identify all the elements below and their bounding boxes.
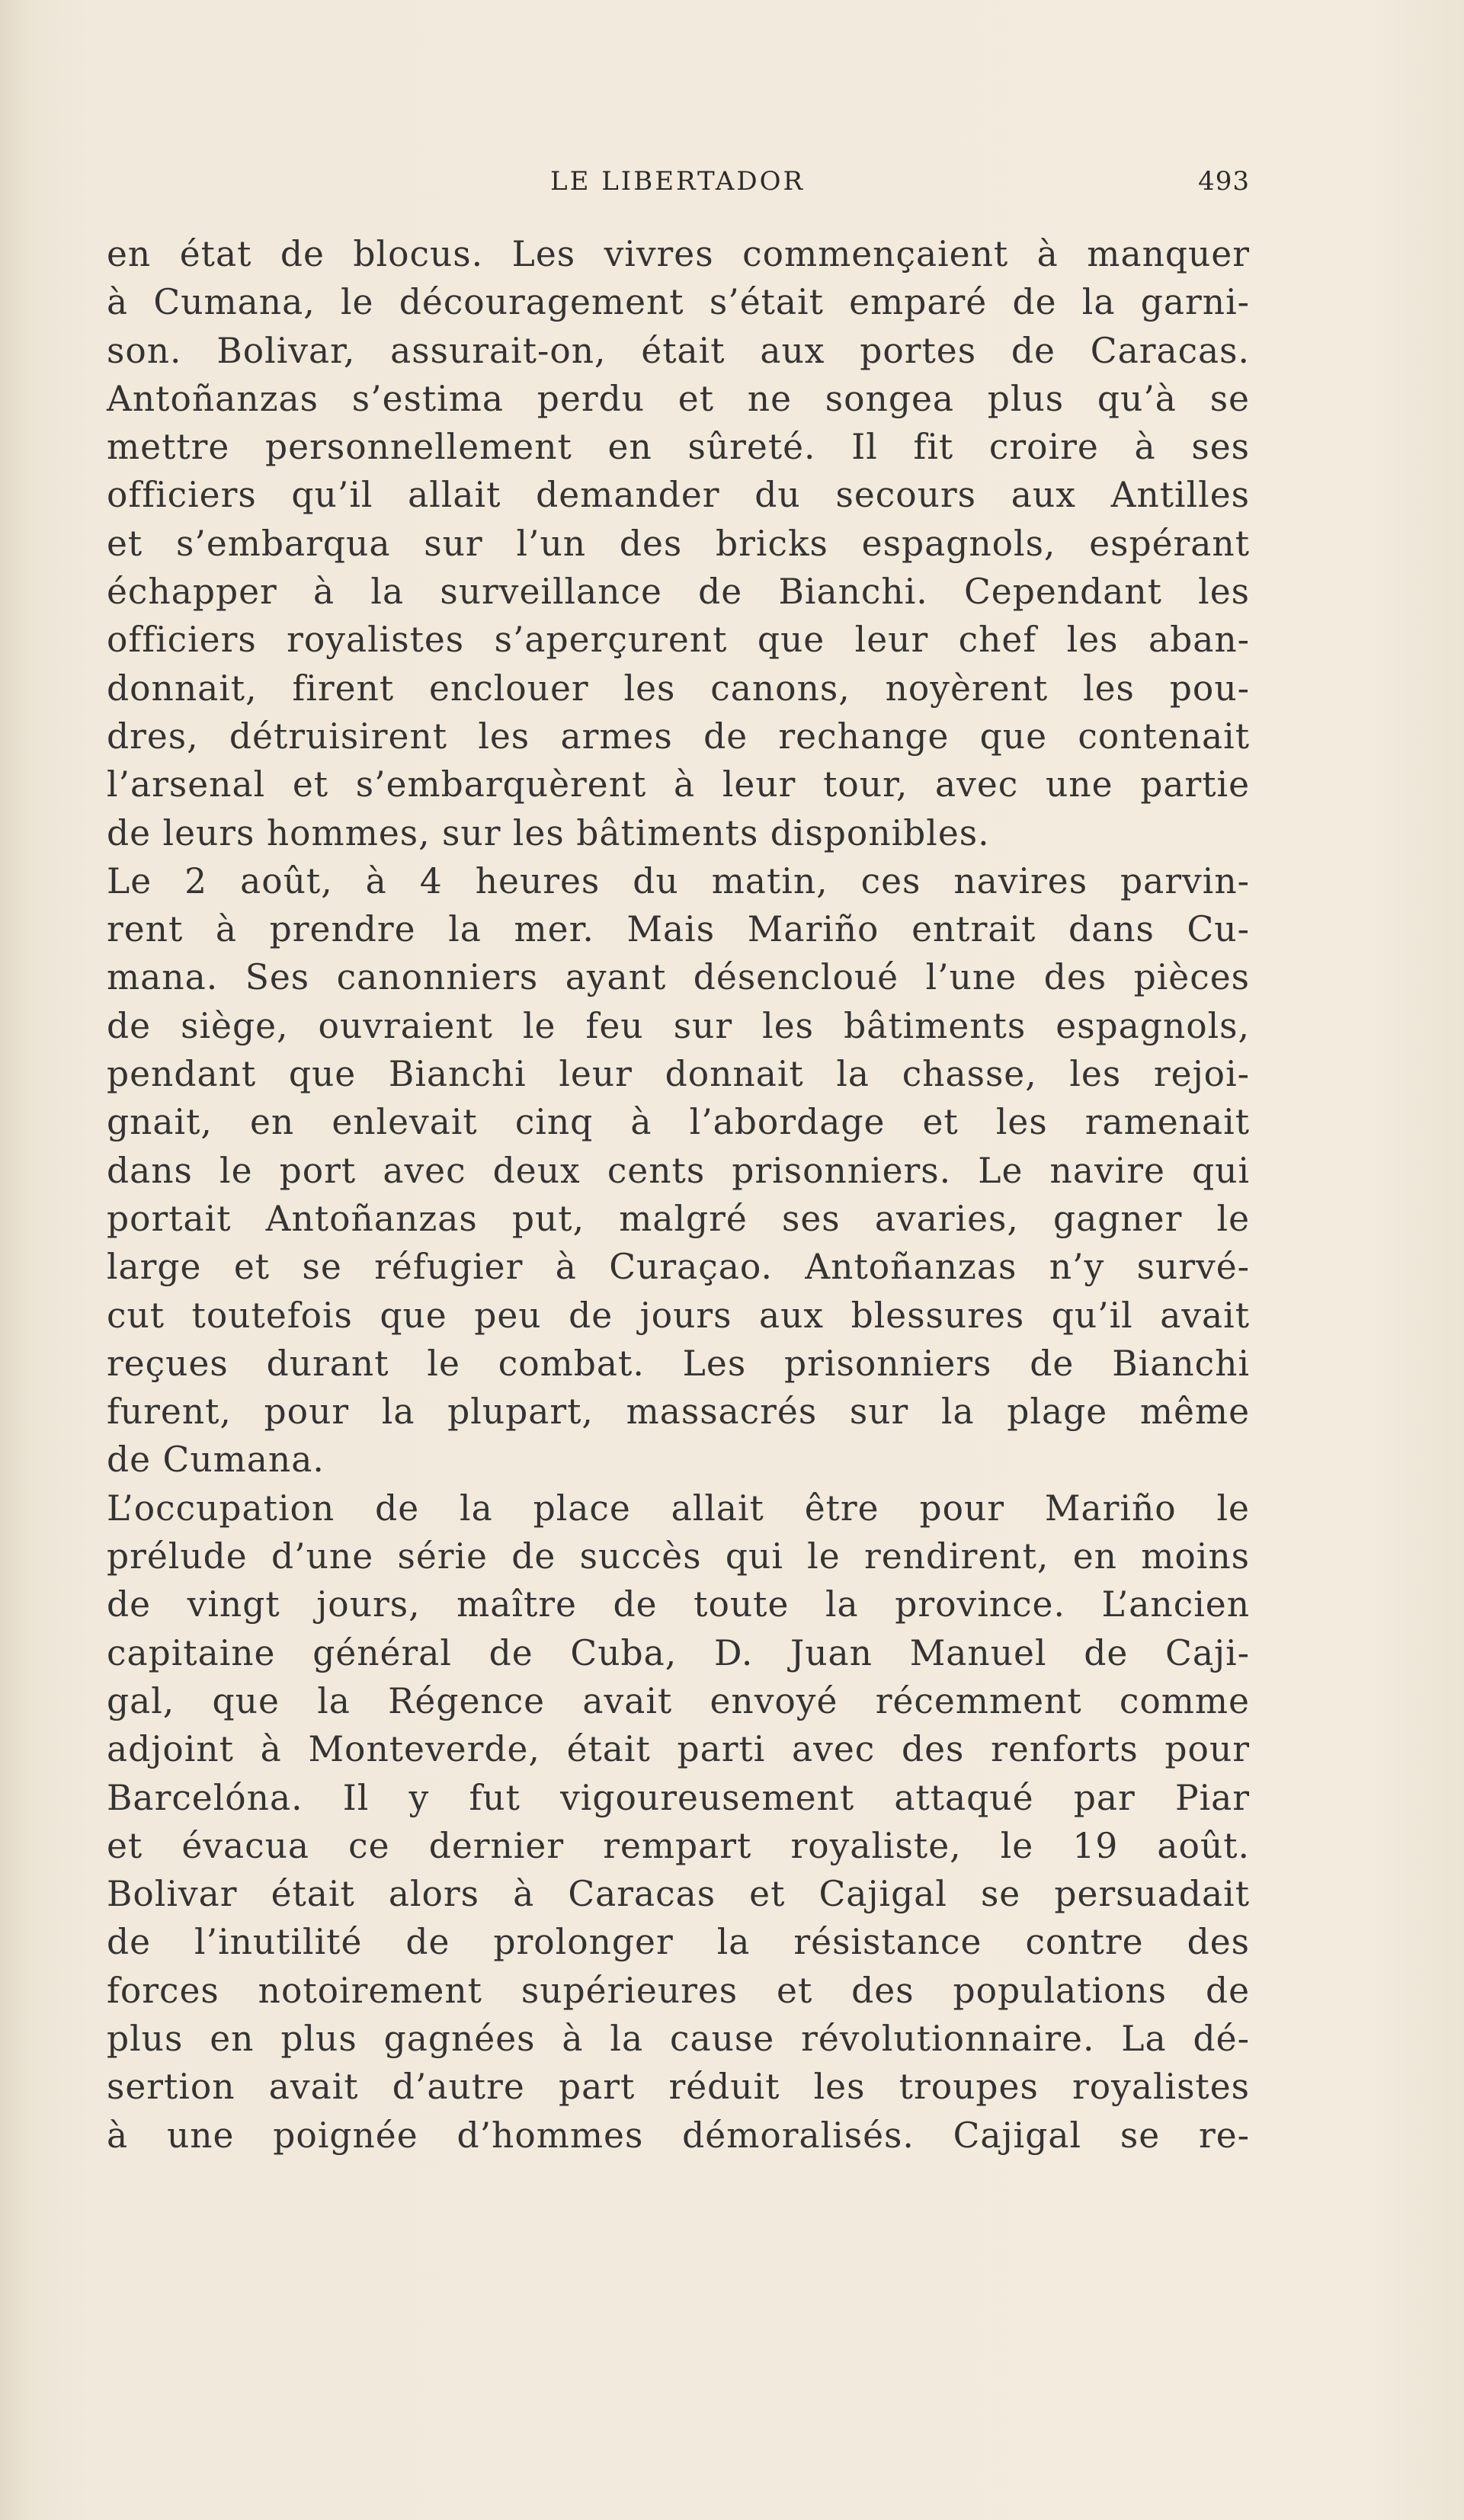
text-line: sertion avait d’autre part réduit les troupes royalistes — [107, 2067, 1250, 2108]
text-line: Bolivar était alors à Caracas et Cajigal se persuadait — [107, 1874, 1250, 1915]
text-line: forces notoirement supérieures et des populations de — [107, 1970, 1250, 2011]
text-line: échapper à la surveillance de Bianchi. Cependant les — [107, 572, 1250, 613]
text-line: de leurs hommes, sur les bâtiments disponibles. — [107, 812, 990, 853]
text-line: L’occupation de la place allait être pour Mariño le — [107, 1487, 1250, 1529]
text-line: à Cumana, le découragement s’était emparé de la garni- — [107, 282, 1250, 323]
text-line: officiers qu’il allait demander du secours aux Antilles — [107, 475, 1250, 516]
text-line: portait Antoñanzas put, malgré ses avaries, gagner le — [107, 1198, 1250, 1239]
text-line: Le 2 août, à 4 heures du matin, ces navires parvin- — [107, 860, 1250, 901]
text-line: adjoint à Monteverde, était parti avec des renforts pour — [107, 1729, 1250, 1770]
text-line: pendant que Bianchi leur donnait la chasse, les rejoi- — [107, 1054, 1250, 1095]
text-line: reçues durant le combat. Les prisonniers de Bianchi — [107, 1343, 1250, 1384]
text-line: donnait, firent enclouer les canons, noyèrent les pou- — [107, 668, 1250, 709]
text-line: de siège, ouvraient le feu sur les bâtiments espagnols, — [107, 1005, 1250, 1046]
text-line: mettre personnellement en sûreté. Il fit croire à ses — [107, 427, 1250, 468]
text-line: de l’inutilité de prolonger la résistance contre des — [107, 1922, 1250, 1963]
text-line: l’arsenal et s’embarquèrent à leur tour, avec une partie — [107, 764, 1250, 805]
text-line: en état de blocus. Les vivres commençaient à manquer — [107, 234, 1250, 274]
text-line: cut toutefois que peu de jours aux blessures qu’il avait — [107, 1295, 1250, 1336]
running-title: LE LIBERTADOR — [550, 166, 806, 197]
text-line: de vingt jours, maître de toute la province. L’ancien — [107, 1584, 1250, 1625]
text-line: mana. Ses canonniers ayant désencloué l’une des pièces — [107, 957, 1250, 998]
text-line: de Cumana. — [107, 1439, 325, 1481]
text-line: large et se réfugier à Curaçao. Antoñanzas n’y survé- — [107, 1247, 1250, 1288]
text-line: gal, que la Régence avait envoyé récemment comme — [107, 1680, 1250, 1721]
text-line: dans le port avec deux cents prisonniers. Le navire qui — [107, 1150, 1250, 1191]
running-head — [107, 166, 1250, 200]
text-line: et évacua ce dernier rempart royaliste, le 19 août. — [107, 1825, 1250, 1866]
text-line: et s’embarqua sur l’un des bricks espagnols, espérant — [107, 523, 1250, 564]
text-line: prélude d’une série de succès qui le rendirent, en moins — [107, 1536, 1250, 1577]
text-line: plus en plus gagnées à la cause révolutionnaire. La dé- — [107, 2018, 1250, 2059]
text-line: à une poignée d’hommes démoralisés. Cajigal se re- — [107, 2115, 1250, 2156]
text-line: furent, pour la plupart, massacrés sur la plage même — [107, 1391, 1250, 1433]
text-line: Antoñanzas s’estima perdu et ne songea plus qu’à se — [107, 378, 1250, 419]
body-text — [107, 230, 1250, 2160]
text-line: son. Bolivar, assurait-on, était aux portes de Caracas. — [107, 330, 1250, 371]
page-number: 493 — [1198, 166, 1250, 197]
text-line: capitaine général de Cuba, D. Juan Manuel de Caji- — [107, 1632, 1250, 1673]
text-line: officiers royalistes s’aperçurent que leur chef les aban- — [107, 620, 1250, 661]
text-line: rent à prendre la mer. Mais Mariño entrait dans Cu- — [107, 909, 1250, 950]
text-line: Barcelóna. Il y fut vigoureusement attaqué par Piar — [107, 1777, 1250, 1818]
text-line: gnait, en enlevait cinq à l’abordage et les ramenait — [107, 1102, 1250, 1143]
text-line: dres, détruisirent les armes de rechange que contenait — [107, 716, 1250, 757]
